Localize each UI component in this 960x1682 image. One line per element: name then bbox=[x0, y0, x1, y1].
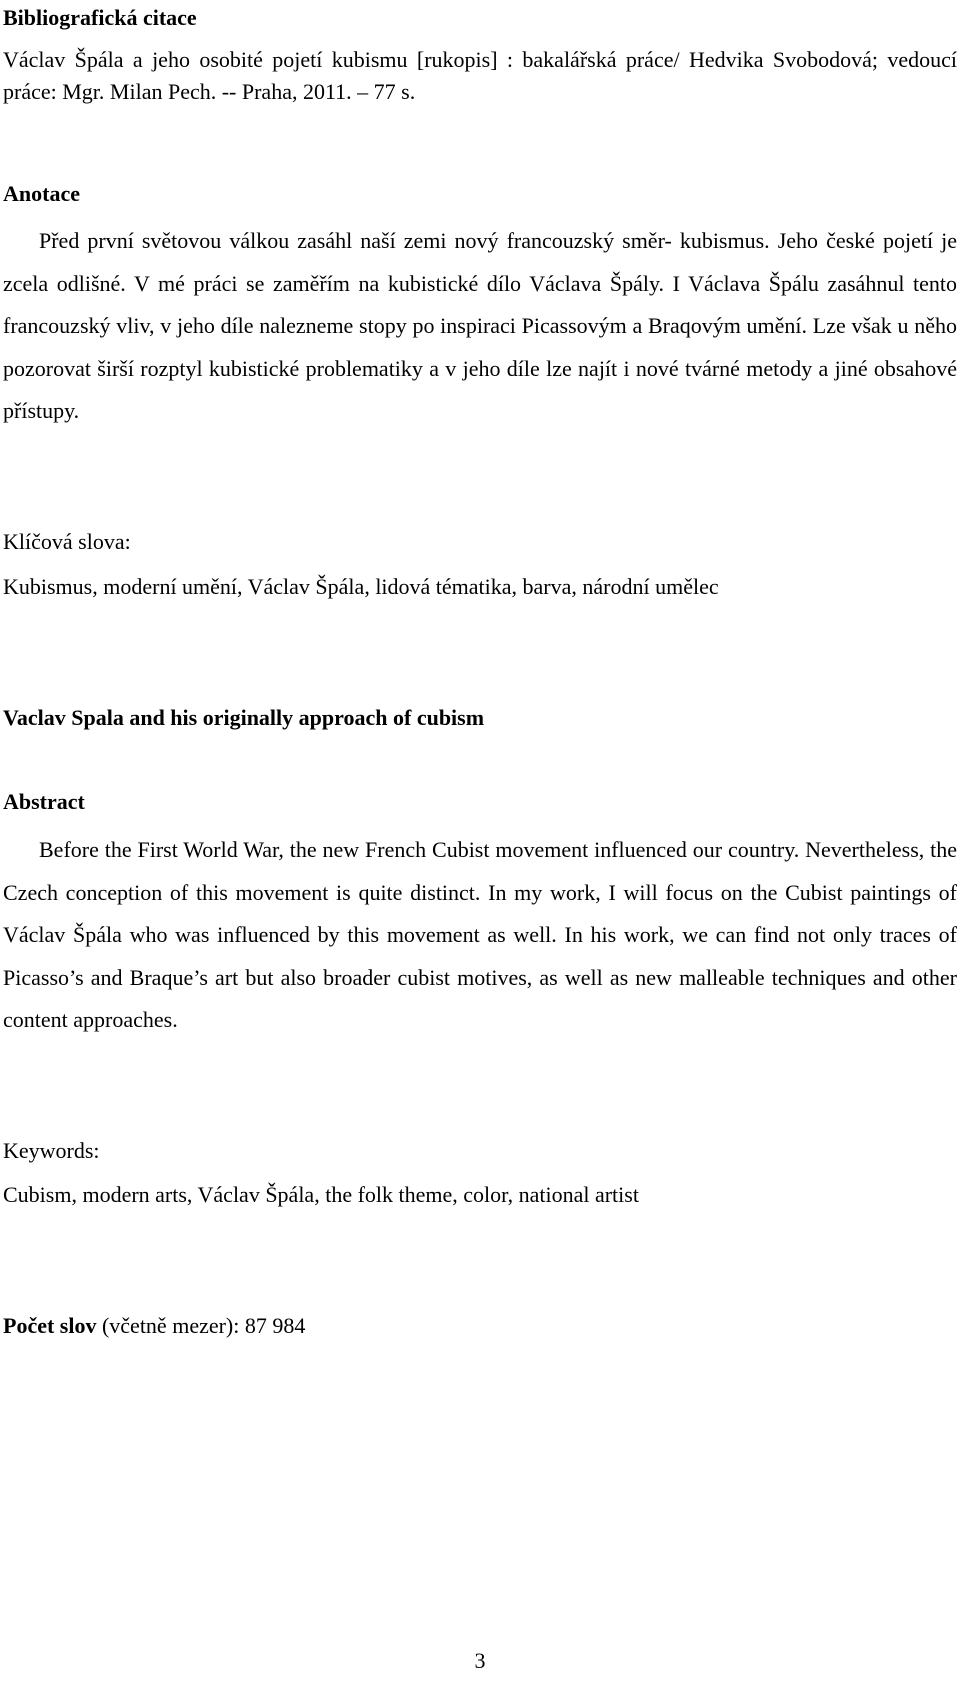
bibliography-text: Václav Špála a jeho osobité pojetí kubismu [rukopis] : bakalářská práce/ Hedvika Svobodová; vedoucí práce: Mgr. Milan Pech. -- Praha, 2011. – 77 s. bbox=[3, 47, 957, 104]
english-title: Vaclav Spala and his originally approach of cubism bbox=[3, 705, 485, 730]
abstract-text: Before the First World War, the new French Cubist movement influenced our country. Nevertheless, the Czech conception of this movement is quite distinct. In my work, I will focus on the Cubist paintings of Václav Špála who was influenced by this movement as well. In his work, we can find not only traces of Picasso’s and Braque’s art but also broader cubist motives, as well as new malleable techniques and other content approaches. bbox=[3, 837, 957, 1033]
word-count-label: Počet slov bbox=[3, 1313, 97, 1338]
keywords-en-text: Cubism, modern arts, Václav Špála, the folk theme, color, national artist bbox=[3, 1182, 639, 1207]
keywords-cz-label: Klíčová slova: bbox=[3, 529, 131, 554]
word-count-line bbox=[3, 1310, 957, 1342]
page-number: 3 bbox=[474, 1648, 486, 1673]
abstract-heading: Abstract bbox=[3, 789, 85, 814]
keywords-cz-text: Kubismus, moderní umění, Václav Špála, lidová tématika, barva, národní umělec bbox=[3, 574, 719, 599]
annotation-text: Před první světovou válkou zasáhl naší zemi nový francouzský směr- kubismus. Jeho české pojetí je zcela odlišné. V mé práci se zaměřím na kubistické dílo Václava Špály. I Václava Špálu zasáhnul tento francouzský vliv, v jeho díle nalezneme stopy po inspiraci Picassovým a Braqovým umění. Lze však u něho pozorovat širší rozptyl kubistické problematiky a v jeho díle lze najít i nové tvárné metody a jiné obsahové přístupy. bbox=[3, 228, 957, 423]
word-count-detail: (včetně mezer): 87 984 bbox=[101, 1313, 306, 1338]
annotation-heading: Anotace bbox=[3, 181, 80, 206]
bibliography-heading: Bibliografická citace bbox=[3, 5, 197, 30]
keywords-en-label: Keywords: bbox=[3, 1138, 100, 1163]
